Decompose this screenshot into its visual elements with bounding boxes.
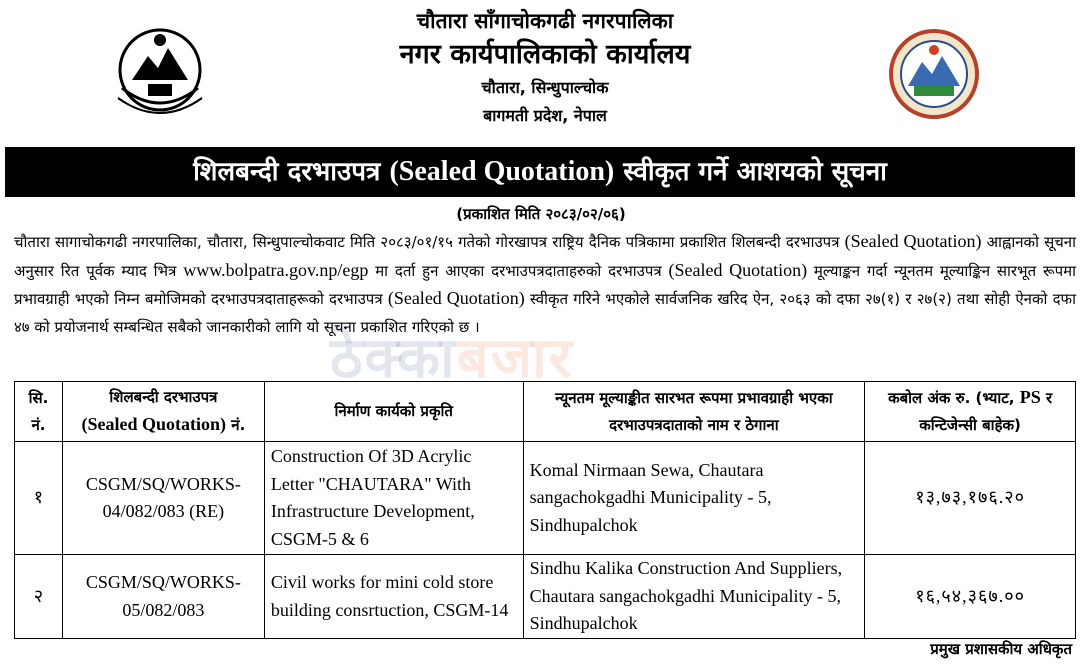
row-work-nature: Construction Of 3D Acrylic Letter "CHAUTARA" With Infrastructure Development, CSGM-5 & 6 bbox=[264, 442, 523, 555]
watermark-part-2: बजार bbox=[456, 326, 574, 391]
notice-title-banner bbox=[5, 147, 1075, 197]
body-text-en-1: (Sealed Quotation) bbox=[844, 231, 982, 251]
body-text-3: मा दर्ता हुन आएका दरभाउपत्रदाताहरुको दरभाउपत्र bbox=[368, 261, 669, 280]
municipality-name: चौतारा साँगाचोकगढी नगरपालिका bbox=[416, 9, 674, 33]
banner-title-suffix: स्वीकृत गर्ने आशयको सूचना bbox=[614, 157, 887, 187]
header-quotation-en: (Sealed Quotation) bbox=[81, 414, 227, 434]
row-quotation-code: CSGM/SQ/WORKS-05/082/083 bbox=[62, 555, 264, 639]
header-amount-en: PS bbox=[1019, 387, 1041, 407]
header-amount bbox=[865, 382, 1076, 442]
row-amount: १६,५४,३६७.०० bbox=[865, 555, 1076, 639]
office-province: बागमती प्रदेश, नेपाल bbox=[483, 106, 607, 125]
header-quotation-suffix: नं. bbox=[226, 416, 246, 434]
body-text-4: मूल्याङ्कन गर्दा न्यूनतम मूल्याङ्किन सारभूत रूपमा प्रभावग्राही भएको निम्न बमोजिमको दरभाउपत्रदाताहरूको दरभाउपत्र bbox=[14, 261, 1076, 309]
header-serial-number: सि. नं. bbox=[15, 382, 63, 442]
office-heading bbox=[300, 6, 790, 130]
publish-date: (प्रकाशित मिति २०८३/०२/०६) bbox=[456, 205, 626, 223]
row-work-nature: Civil works for mini cold store building consrtuction, CSGM-14 bbox=[264, 555, 523, 639]
municipality-emblem-icon bbox=[888, 28, 980, 120]
table-row bbox=[15, 442, 1076, 555]
row-quotation-code: CSGM/SQ/WORKS-04/082/083 (RE) bbox=[62, 442, 264, 555]
office-name: नगर कार्यपालिकाको कार्यालय bbox=[399, 39, 691, 70]
row-bidder: Komal Nirmaan Sewa, Chautara sangachokgadhi Municipality - 5, Sindhupalchok bbox=[523, 442, 865, 555]
nepal-emblem-icon bbox=[110, 18, 210, 128]
row-amount: १३,७३,१७६.२० bbox=[865, 442, 1076, 555]
quotation-table bbox=[14, 381, 1076, 639]
office-location: चौतारा, सिन्धुपाल्चोक bbox=[481, 78, 609, 97]
header-quotation-number bbox=[62, 382, 264, 442]
table-row bbox=[15, 555, 1076, 639]
notice-header bbox=[0, 0, 1082, 150]
watermark-part-1: ठेक्का bbox=[330, 326, 457, 391]
body-text-5: स्वीकृत गरिने भएकोले सार्वजनिक खरिद ऐन, २०६३ को दफा २७(१) र २७(२) तथा सोही ऐनको दफा ४७ को प्रयोजनार्थ सम्बन्धित सबैको जानकारीको लागि यो सूचना प्रकाशित गरिएको छ । bbox=[14, 290, 1076, 336]
body-text-en-4: (Sealed Quotation) bbox=[387, 288, 525, 309]
header-quotation-np: शिलबन्दी दरभाउपत्र bbox=[109, 388, 218, 406]
body-text-2: आह्वानको सूचना अनुसार रित पूर्वक म्याद भित्र bbox=[14, 233, 1076, 280]
notice-body bbox=[14, 228, 1076, 341]
header-bidder: न्यूनतम मूल्याङ्कीत सारभत रूपमा प्रभावग्राही भएका दरभाउपत्रदाताको नाम र ठेगाना bbox=[523, 382, 865, 442]
header-work-nature: निर्माण कार्यको प्रकृति bbox=[264, 382, 523, 442]
bolpatra-link[interactable]: www.bolpatra.gov.np/egp bbox=[183, 259, 369, 280]
banner-title-english: (Sealed Quotation) bbox=[389, 156, 615, 187]
header-amount-np: कबोल अंक रु. (भ्याट, bbox=[888, 389, 1020, 407]
table-header-row bbox=[15, 382, 1076, 442]
signatory-title: प्रमुख प्रशासकीय अधिकृत bbox=[930, 640, 1072, 658]
banner-title-prefix: शिलबन्दी दरभाउपत्र bbox=[193, 157, 390, 187]
body-text-en-3: (Sealed Quotation) bbox=[668, 259, 808, 280]
body-text-1: चौतारा सागाचोकगढी नगरपालिका, चौतारा, सिन्धुपाल्चोकवाट मिति २०८३/०१/१५ गतेको गोरखापत्र राष्ट्रिय दैनिक पत्रिकामा प्रकाशित शिलबन्दी दरभाउपत्र bbox=[14, 233, 845, 251]
row-bidder: Sindhu Kalika Construction And Suppliers, Chautara sangachokgadhi Municipality - 5, Sindhupalchok bbox=[523, 555, 865, 639]
row-serial-number: १ bbox=[15, 442, 63, 555]
header-amount-suffix: र कन्टिजेन्सी बाहेक) bbox=[919, 389, 1053, 434]
row-serial-number: २ bbox=[15, 555, 63, 639]
